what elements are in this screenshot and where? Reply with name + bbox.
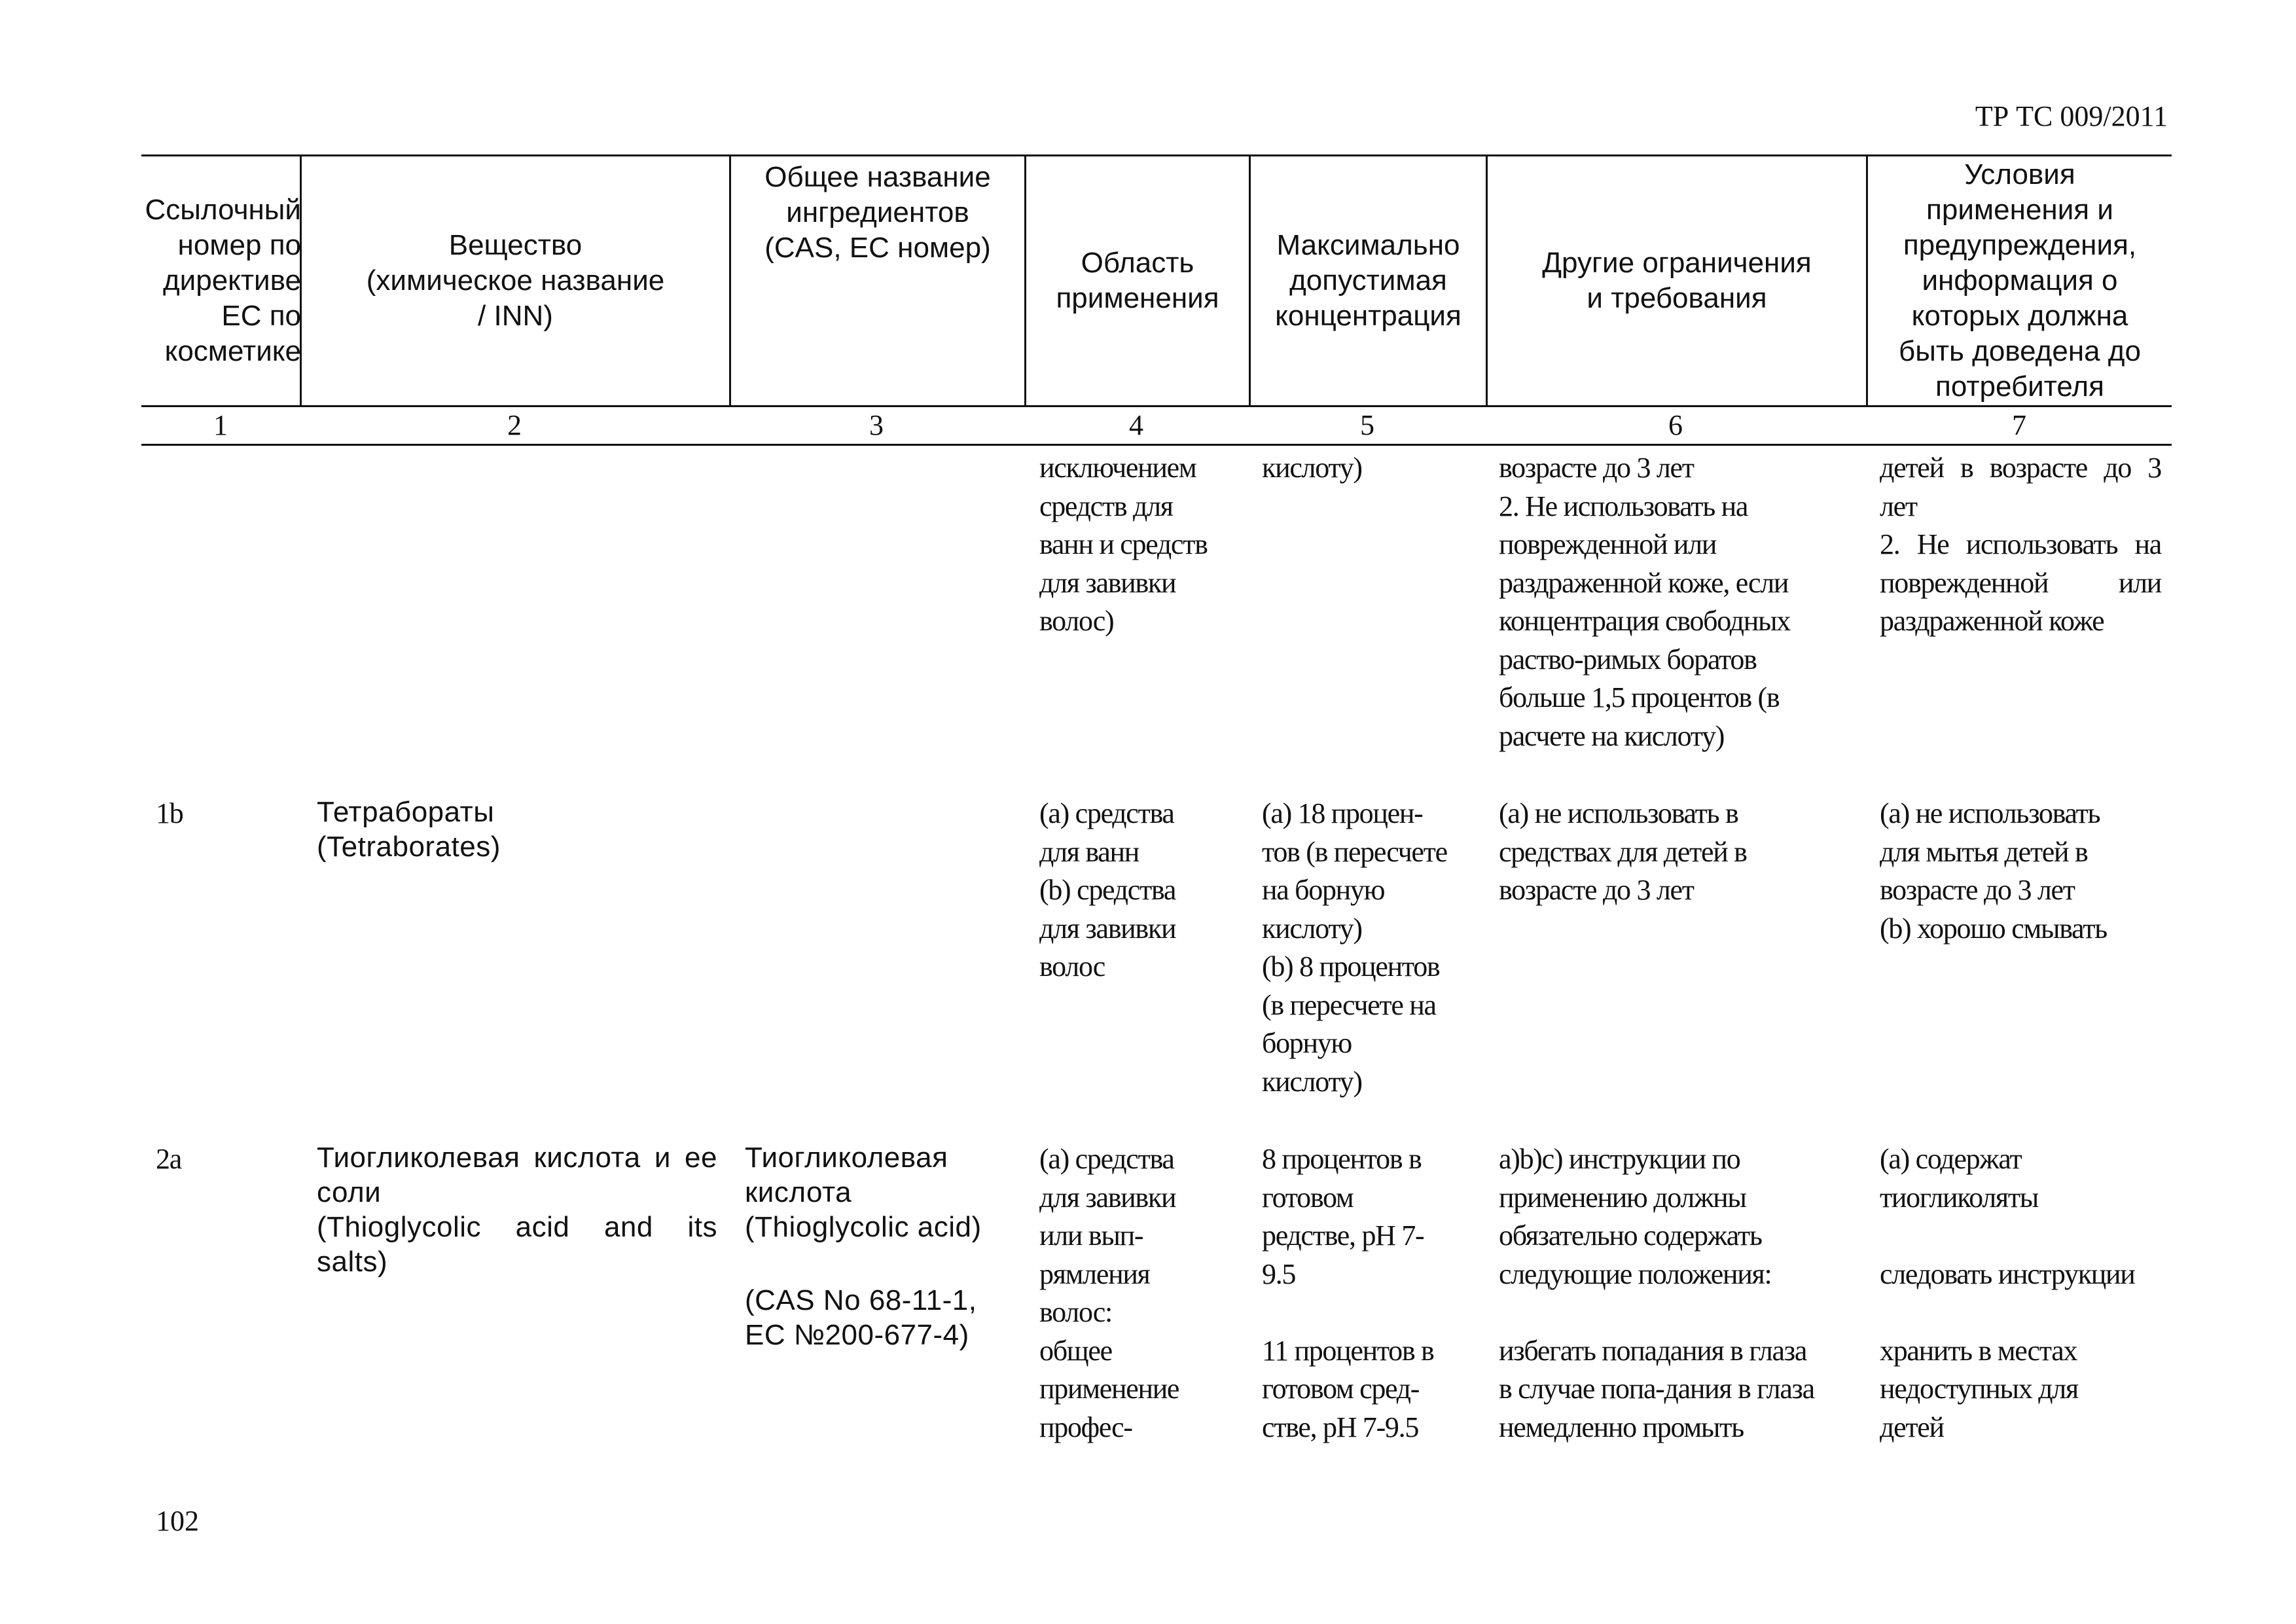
row-2a-restrictions: a)b)c) инструкции по применению должны обязательно содержать следующие положения: избегать попадания в глаза в случае попа-дания в глаза немедленно промыть xyxy=(1499,1143,1814,1443)
row-2a-substance: Тиогликолевая кислота и ее соли (Thioglycolic acid and its salts) xyxy=(317,1142,717,1278)
row-1b-concentration: (a) 18 процен- тов (в пересчете на борную кислоту) (b) 8 процентов (в пересчете на борную кислоту) xyxy=(1262,797,1447,1098)
column-number: 7 xyxy=(2012,409,2026,441)
continuation-restrictions-cell: возрасте до 3 лет 2. Не использовать на поврежденной или раздраженной коже, если концентрация свободных раство-римых боратов больше 1,5 процентов (в расчете на кислоту) xyxy=(1499,452,1790,752)
header-conditions-warnings: Условия применения и предупреждения, информация о которых должна быть доведена до потребителя xyxy=(1899,158,2141,403)
column-number: 4 xyxy=(1129,409,1143,441)
row-1b-area: (a) средства для ванн (b) средства для завивки волос xyxy=(1039,797,1176,983)
column-number: 3 xyxy=(869,409,884,441)
row-1b-restrictions: (a) не использовать в средствах для детей в возрасте до 3 лет xyxy=(1499,797,1747,906)
page-number: 102 xyxy=(156,1505,199,1537)
continuation-conditions-cell: детей в возрасте до 3 лет 2. Не использовать на поврежденной или раздраженной коже xyxy=(1880,452,2161,637)
row-1b-substance: Тетрабораты (Tetraborates) xyxy=(317,796,501,863)
column-numbers-row xyxy=(141,410,2172,442)
header-substance: Вещество (химическое название / INN) xyxy=(366,229,665,332)
header-ref-number: Ссылочный номер по директиве ЕС по косметике xyxy=(145,194,301,367)
header-ingredient-name: Общее название ингредиентов (CAS, ЕС номер) xyxy=(764,161,991,264)
row-2a-ref: 2a xyxy=(156,1143,181,1175)
column-number: 1 xyxy=(213,409,228,441)
continuation-concentration-cell: кислоту) xyxy=(1262,452,1362,484)
header-other-restrictions: Другие ограничения и требования xyxy=(1542,247,1812,314)
column-number: 6 xyxy=(1668,409,1683,441)
header-area-of-use: Область применения xyxy=(1056,247,1219,314)
row-1b-ref: 1b xyxy=(156,797,183,829)
column-number: 2 xyxy=(507,409,522,441)
column-number: 5 xyxy=(1360,409,1374,441)
row-2a-conditions: (a) содержат тиогликоляты следовать инструкции хранить в местах недоступных для детей xyxy=(1880,1143,2135,1443)
row-2a-ingredient: Тиогликолевая кислота (Thioglycolic acid) (CAS No 68-11-1, ЕС №200-677-4) xyxy=(745,1142,982,1351)
row-1b-conditions: (a) не использовать для мытья детей в возрасте до 3 лет (b) хорошо смывать xyxy=(1880,797,2107,945)
row-2a-area: (a) средства для завивки или вып- рямления волос: общее применение профес- xyxy=(1039,1143,1179,1443)
column-numbers-rule xyxy=(141,444,2172,446)
document-code: ТР ТС 009/2011 xyxy=(1975,100,2168,132)
row-2a-concentration: 8 процентов в готовом редстве, pH 7- 9.5 11 процентов в готовом сред- стве, pH 7-9.5 xyxy=(1262,1143,1434,1443)
header-max-concentration: Максимально допустимая концентрация xyxy=(1275,229,1462,332)
continuation-area-cell: исключением средств для ванн и средств для завивки волос) xyxy=(1039,452,1208,637)
